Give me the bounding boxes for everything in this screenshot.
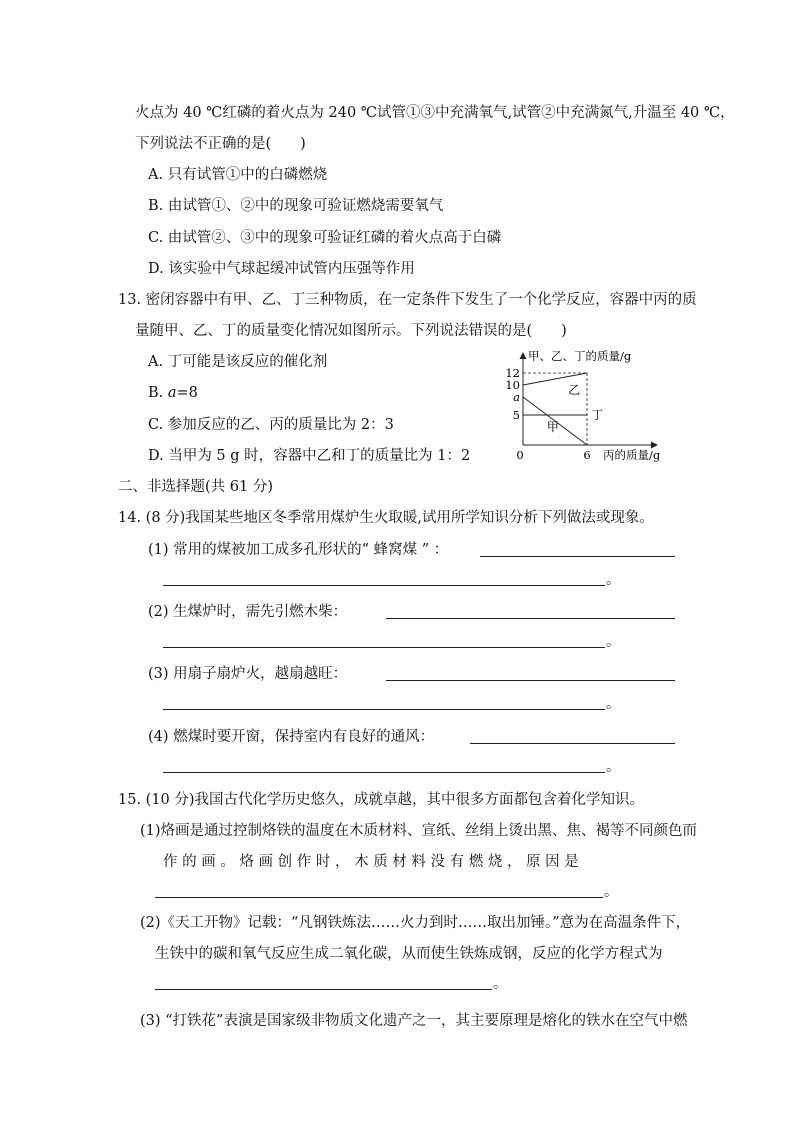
y-tick-label: 5	[512, 408, 520, 422]
q14-answer-line-1b[interactable]	[163, 585, 605, 586]
q14-item-3: (3) 用扇子扇炉火，越扇越旺：	[148, 666, 348, 682]
q15-end-mark-1: 。	[604, 884, 619, 900]
q15-end-mark-2: 。	[493, 976, 508, 992]
q13-option-b-suffix: =8	[176, 385, 198, 401]
q13-option-b-prefix: B.	[148, 385, 168, 401]
q14-end-mark-1: 。	[606, 572, 621, 588]
q13-option-b	[148, 383, 198, 403]
q13-stem-line-2: 量随甲、乙、丁的质量变化情况如图所示。下列说法错误的是( )	[135, 323, 567, 339]
section-heading: 二、非选择题(共 61 分)	[118, 479, 273, 495]
q14-answer-line-1a[interactable]	[480, 556, 675, 557]
q14-answer-line-2a[interactable]	[386, 618, 675, 619]
x-tick-label: 0	[516, 448, 524, 462]
q14-answer-line-4a[interactable]	[470, 743, 675, 744]
q14-end-mark-3: 。	[606, 696, 621, 712]
q15-part-2-line-2: 生铁中的碳和氧气反应生成二氧化碳，从而使生铁炼成钢，反应的化学方程式为	[155, 946, 663, 962]
q15-answer-line-2[interactable]	[155, 989, 492, 990]
q14-end-mark-4: 。	[606, 759, 621, 775]
q13-option-b-variable: a	[167, 385, 177, 401]
intro-line-2: 下列说法不正确的是( )	[135, 136, 306, 152]
q14-item-2: (2) 生煤炉时，需先引燃木柴：	[148, 604, 348, 620]
q15-part-1-line-2: 作 的 画 。 烙 画 创 作 时 ， 木 质 材 料 没 有 燃 烧 ， 原 因 是	[163, 854, 579, 870]
q14-stem: 14. (8 分)我国某些地区冬季常用煤炉生火取暖,试用所学知识分析下列做法或现象。	[118, 510, 654, 526]
q15-part-2-line-1: (2)《天工开物》记载：“凡钢铁炼法……火力到时……取出加锤。”意为在高温条件下，	[140, 915, 691, 931]
chart-axes	[523, 353, 657, 445]
series-label: 乙	[568, 382, 581, 397]
y-tick-label: a	[513, 390, 520, 404]
series-label: 丁	[591, 408, 604, 422]
mass-chart	[495, 345, 685, 465]
q14-end-mark-2: 。	[606, 634, 621, 650]
q14-answer-line-4b[interactable]	[163, 772, 605, 773]
q12-option-a: A. 只有试管①中的白磷燃烧	[148, 167, 328, 183]
q14-answer-line-2b[interactable]	[163, 647, 605, 648]
q15-part-1-line-1: (1)烙画是通过控制烙铁的温度在木质材料、宣纸、丝绢上烫出黑、焦、褐等不同颜色而	[140, 823, 698, 839]
q14-answer-line-3b[interactable]	[163, 709, 605, 710]
y-tick-label: 10	[505, 378, 520, 392]
q13-option-a: A. 丁可能是该反应的催化剂	[148, 354, 328, 370]
q13-stem-line-1: 13. 密闭容器中有甲、乙、丁三种物质，在一定条件下发生了一个化学反应，容器中丙的质	[118, 292, 697, 308]
q14-item-4: (4) 燃煤时要开窗，保持室内有良好的通风：	[148, 729, 435, 745]
q14-answer-line-3a[interactable]	[386, 680, 675, 681]
x-axis-label: 丙的质量/g	[603, 448, 661, 462]
y-tick-label: 12	[505, 366, 520, 380]
q12-option-b: B. 由试管①、②中的现象可验证燃烧需要氧气	[148, 198, 444, 214]
q13-option-d: D. 当甲为 5 g 时，容器中乙和丁的质量比为 1：2	[148, 448, 471, 464]
q12-option-c: C. 由试管②、③中的现象可验证红磷的着火点高于白磷	[148, 230, 502, 246]
q12-option-d: D. 该实验中气球起缓冲试管内压强等作用	[148, 261, 415, 277]
q15-stem: 15. (10 分)我国古代化学历史悠久，成就卓越，其中很多方面都包含着化学知识。	[118, 792, 645, 808]
x-tick-label: 6	[583, 448, 591, 462]
intro-line-1: 火点为 40 ℃红磷的着火点为 240 ℃试管①③中充满氧气,试管②中充满氮气,升温至 40 ℃，	[135, 105, 735, 121]
q14-item-1: (1) 常用的煤被加工成多孔形状的“ 蜂窝煤 ” ：	[148, 542, 449, 558]
y-axis-label: 甲、乙、丁的质量/g	[528, 349, 632, 363]
q15-answer-line-1[interactable]	[155, 897, 603, 898]
q13-option-c: C. 参加反应的乙、丙的质量比为 2：3	[148, 417, 394, 433]
series-label: 甲	[546, 420, 559, 434]
q15-part-3-line-1: (3) “打铁花”表演是国家级非物质文化遗产之一，其主要原理是熔化的铁水在空气中燃	[140, 1013, 688, 1029]
